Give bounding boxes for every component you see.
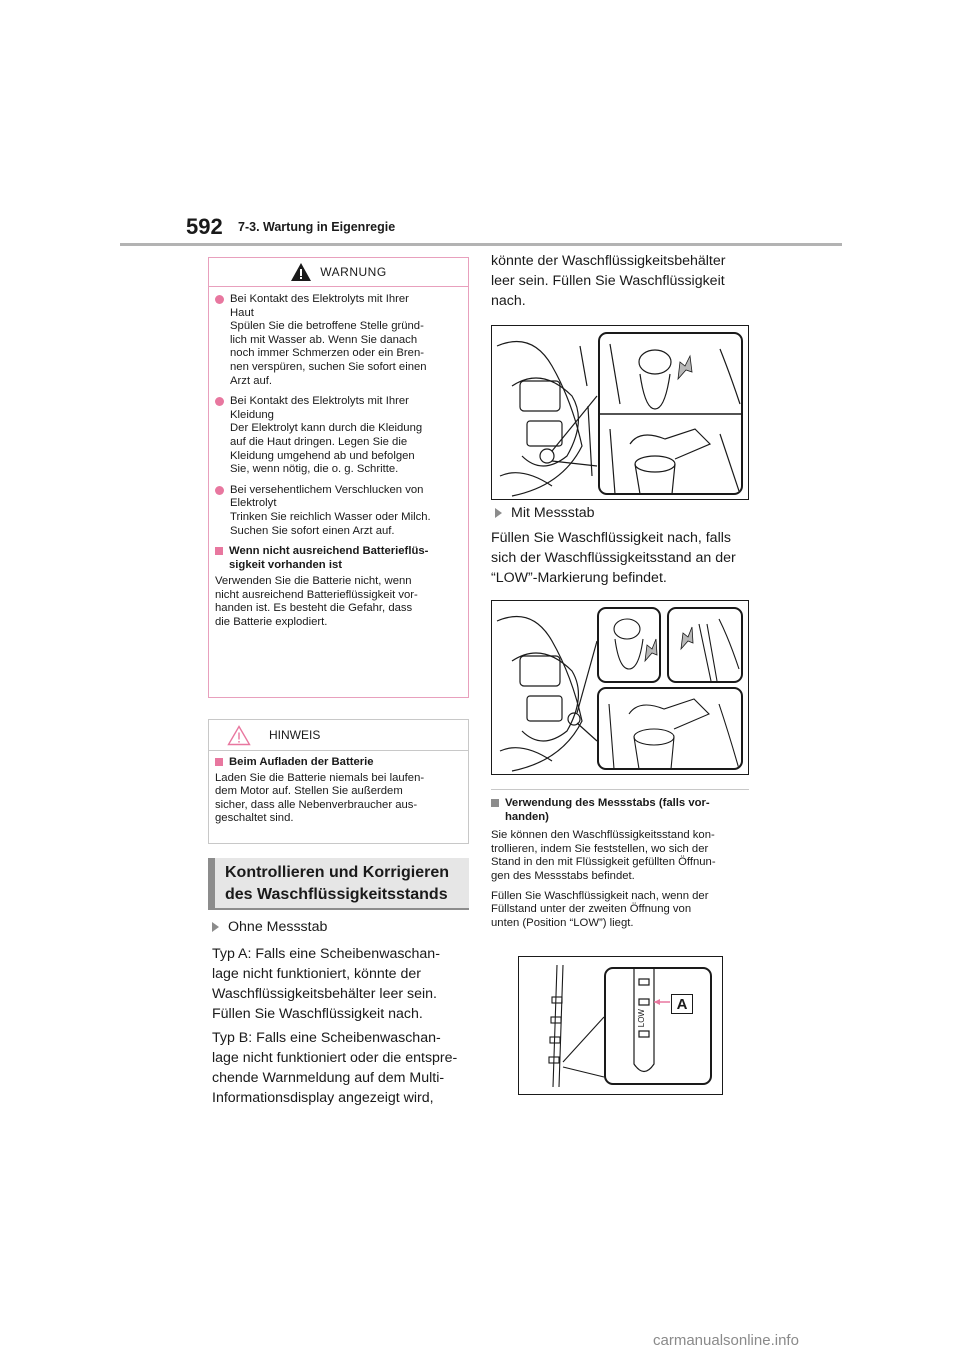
bullet-dot-icon (215, 486, 224, 495)
arrow-right-icon (495, 508, 502, 518)
detail-inset (598, 332, 743, 495)
paragraph-type-b: Typ B: Falls eine Scheibenwaschan- lage nicht funktioniert oder die entspre- chende Warnmeldung auf dem Multi- Informationsdisplay angezeigt wird, (212, 1030, 458, 1106)
open-arrow-icon (678, 356, 692, 379)
figure-washer-reservoir-with-dipstick (491, 600, 749, 775)
detail-inset-fill (597, 687, 743, 770)
reservoir-cap-illustration (600, 334, 743, 495)
watermark: carmanualsonline.info (653, 1332, 799, 1349)
hint-title: HINWEIS (269, 728, 321, 742)
left-column-text (212, 917, 474, 1108)
figure-washer-reservoir-no-dipstick (491, 325, 749, 500)
cap-open-illustration (599, 609, 661, 683)
warning-header (209, 258, 468, 287)
warning-box (208, 257, 469, 698)
bullet-dot-icon (215, 397, 224, 406)
dipstick-paragraph-2: Füllen Sie Waschflüssigkeit nach, wenn der Füllstand unter der zweiten Öffnung von unten (Position “LOW”) liegt. (491, 889, 709, 929)
bullet-square-icon (491, 799, 499, 807)
warning-subheading-text: Wenn nicht ausreichend Batterieflüs- sigkeit vorhanden ist (229, 545, 429, 571)
label-with-dipstick (495, 503, 757, 523)
arrow-right-icon (212, 922, 219, 932)
bullet-square-icon (215, 758, 223, 766)
paragraph-type-a: Typ A: Falls eine Scheibenwaschan- lage nicht funktioniert, könnte der Waschflüssigkeitsbehälter leer sein. Füllen Sie Waschflüssigkeit nach. (212, 946, 440, 1022)
warning-item-text: Bei versehentlichem Verschlucken von Elektrolyt Trinken Sie reichlich Wasser oder Milch. Suchen Sie sofort einen Arzt auf. (230, 483, 431, 537)
bullet-square-icon (215, 547, 223, 555)
dipstick-paragraph-1: Sie können den Waschflüssigkeitsstand kon- trollieren, indem Sie feststellen, wo sich der Stand in den mit Flüssigkeit gefüllten Öffnun- gen des Messstabs befindet. (491, 829, 716, 882)
caution-triangle-icon (227, 725, 251, 746)
dipstick-heading (491, 797, 749, 824)
paragraph-continuation: könnte der Waschflüssigkeitsbehälter leer sein. Füllen Sie Waschflüssigkeit nach. (491, 253, 726, 309)
section-divider (491, 789, 749, 790)
detail-inset-dipstick (667, 607, 743, 683)
page-number: 592 (186, 214, 223, 239)
warning-item-text: Bei Kontakt des Elektrolyts mit Ihrer Kleidung Der Elektrolyt kann durch die Kleidung auf die Haut dringen. Legen Sie die Kleidung umgehend ab und befolgen Sie, wenn nötig, die o. g. Schritte. (230, 395, 423, 476)
detail-inset-cap (597, 607, 661, 683)
warning-subheading (215, 545, 462, 572)
paragraph-with-dipstick: Füllen Sie Waschflüssigkeit nach, falls sich der Waschflüssigkeitsstand an der “LOW”-Markierung befindet. (491, 530, 736, 586)
fill-reservoir-illustration (599, 689, 743, 770)
section-title: 7-3. Wartung in Eigenregie (238, 220, 396, 234)
warning-item (215, 293, 462, 388)
hint-text: Laden Sie die Batterie niemals bei laufen- dem Motor auf. Stellen Sie außerdem sicher, dass alle Nebenverbraucher aus- geschaltet sind. (215, 771, 425, 825)
label-with-row (495, 503, 757, 523)
callout-label: A (671, 994, 693, 1014)
label-with-text: Mit Messstab (511, 505, 595, 521)
dipstick-section (491, 797, 749, 930)
hint-subheading-text: Beim Aufladen der Batterie (229, 756, 374, 768)
low-scale-illustration (606, 969, 712, 1085)
warning-triangle-icon (290, 262, 312, 282)
bullet-dot-icon (215, 295, 224, 304)
warning-subtext: Verwenden Sie die Batterie nicht, wenn nicht ausreichend Batterieflüssigkeit vor- handen ist. Es besteht die Gefahr, dass die Batterie explodiert. (215, 575, 418, 629)
warning-title: WARNUNG (320, 265, 387, 279)
low-scale-label: LOW (637, 1009, 646, 1028)
hint-box (208, 719, 469, 844)
warning-item (215, 395, 462, 477)
warning-item-text: Bei Kontakt des Elektrolyts mit Ihrer Haut Spülen Sie die betroffene Stelle gründ- lich mit Wasser ab. Wenn Sie danach noch immer Schmerzen oder ein Bren- nen verspüren, suchen Sie sofort einen Arzt auf. (230, 293, 427, 387)
label-without-text: Ohne Messstab (228, 919, 328, 935)
figure-dipstick-low-mark (518, 956, 723, 1095)
main-heading: Kontrollieren und Korrigieren des Waschflüssigkeitsstands (208, 858, 469, 910)
low-mark-inset (604, 967, 712, 1085)
dipstick-pull-illustration (669, 609, 743, 683)
label-without-dipstick (212, 917, 474, 937)
dipstick-heading-text: Verwendung des Messstabs (falls vor- handen) (505, 797, 710, 823)
header-divider (120, 243, 842, 246)
hint-subheading (215, 756, 462, 770)
hint-header (209, 720, 468, 751)
warning-item (215, 484, 462, 538)
